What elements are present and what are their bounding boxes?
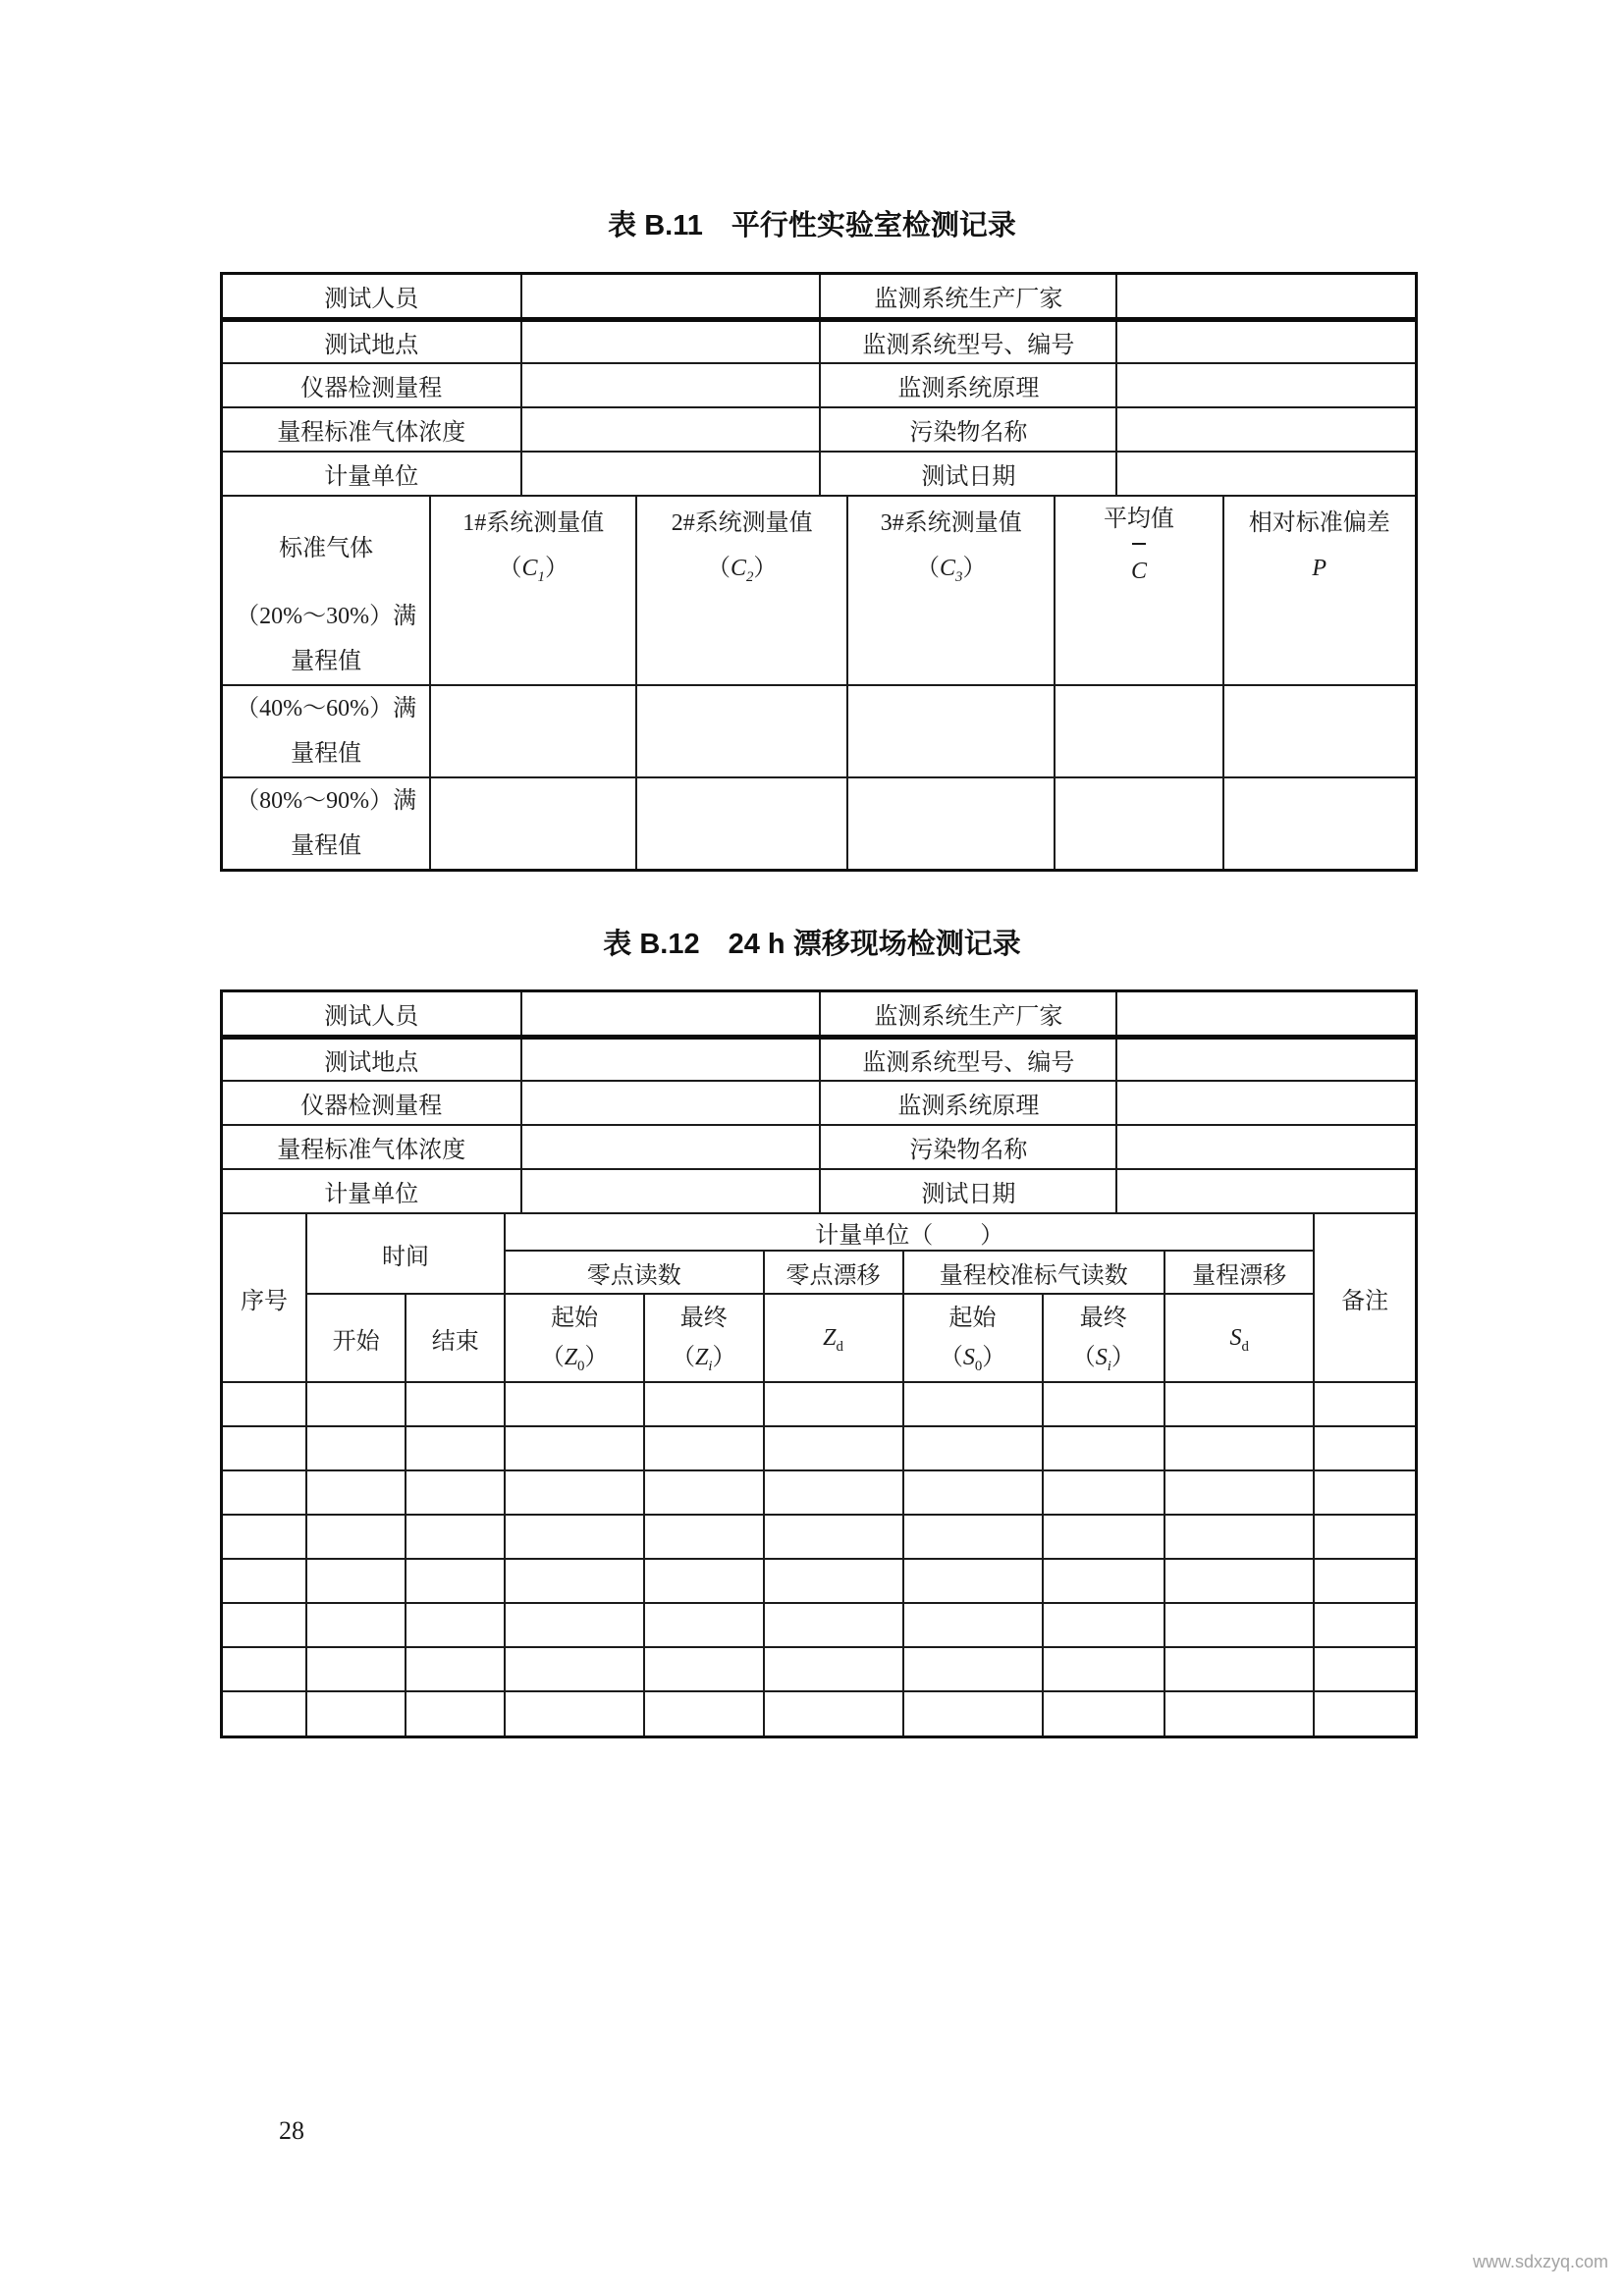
info-value-cell [521, 275, 821, 319]
table-b12-main [223, 1214, 1415, 1735]
empty-cell [430, 777, 636, 869]
info-label-cell: 量程标准气体浓度 [223, 407, 521, 452]
info-value-cell [521, 452, 821, 496]
empty-cell [1164, 1647, 1314, 1691]
page-number: 28 [279, 2116, 304, 2145]
empty-cell [903, 1426, 1043, 1470]
empty-cell [1055, 685, 1222, 777]
info-label-cell: 监测系统型号、编号 [820, 319, 1116, 363]
table-row [223, 1294, 1415, 1382]
empty-cell [306, 1382, 406, 1426]
table-b12-title: 表 B.12 24 h 漂移现场检测记录 [603, 929, 1021, 960]
header-unit: 计量单位（ ） [505, 1214, 1314, 1251]
header-remark: 备注 [1314, 1214, 1415, 1382]
empty-cell [644, 1559, 763, 1603]
empty-cell [644, 1382, 763, 1426]
info-label-cell: 测试人员 [223, 992, 521, 1037]
empty-cell [406, 1559, 505, 1603]
empty-cell [406, 1647, 505, 1691]
table-row [223, 1081, 1415, 1125]
empty-cell [1043, 1559, 1164, 1603]
empty-cell [406, 1603, 505, 1647]
header-span-initial: 起始 $(S_0)$ [903, 1294, 1043, 1382]
info-value-cell [521, 1125, 821, 1169]
info-value-cell [521, 1037, 821, 1081]
header-time-start: 开始 [306, 1294, 406, 1382]
info-label-cell: 污染物名称 [820, 407, 1116, 452]
header-sys3 [847, 497, 1055, 594]
header-seq: 序号 [223, 1214, 306, 1382]
table-row [223, 685, 1415, 777]
header-rsd-label: 相对标准偏差 [1248, 509, 1390, 536]
empty-cell [223, 1470, 306, 1515]
empty-cell [1043, 1691, 1164, 1735]
empty-cell [644, 1647, 763, 1691]
empty-cell [1043, 1515, 1164, 1559]
header-rsd [1223, 497, 1415, 594]
info-label-cell: 仪器检测量程 [223, 1081, 521, 1125]
empty-cell [1314, 1470, 1415, 1515]
table-row [223, 1037, 1415, 1081]
empty-cell [903, 1647, 1043, 1691]
empty-cell [1314, 1515, 1415, 1559]
table-row [223, 1426, 1415, 1470]
info-value-cell [1116, 275, 1415, 319]
table-row [223, 1603, 1415, 1647]
empty-cell [306, 1559, 406, 1603]
empty-cell [1223, 777, 1415, 869]
empty-cell [1164, 1382, 1314, 1426]
table-row [223, 363, 1415, 407]
header-mean [1055, 497, 1222, 594]
header-zero-drift-symbol: $Z_d$ [764, 1294, 903, 1382]
info-value-cell [1116, 1125, 1415, 1169]
empty-cell [406, 1691, 505, 1735]
empty-cell [847, 594, 1055, 685]
info-label-cell: 计量单位 [223, 1169, 521, 1213]
empty-cell [1314, 1691, 1415, 1735]
row-label-cell: （40%～60%）满量程值 [223, 685, 430, 777]
empty-cell [644, 1603, 763, 1647]
info-value-cell [1116, 1169, 1415, 1213]
info-label-cell: 测试日期 [820, 452, 1116, 496]
table-row [223, 1125, 1415, 1169]
header-time-end: 结束 [406, 1294, 505, 1382]
empty-cell [644, 1691, 763, 1735]
info-label-cell: 测试地点 [223, 319, 521, 363]
info-value-cell [1116, 363, 1415, 407]
empty-cell [1164, 1515, 1314, 1559]
empty-cell [223, 1426, 306, 1470]
table-row [223, 594, 1415, 685]
empty-cell [644, 1515, 763, 1559]
table-b11-main [223, 497, 1415, 869]
empty-cell [764, 1515, 903, 1559]
empty-cell [764, 1691, 903, 1735]
table-b11 [220, 272, 1418, 872]
empty-cell [505, 1603, 644, 1647]
row-label-cell: （20%～30%）满量程值 [223, 594, 430, 685]
empty-cell [764, 1647, 903, 1691]
empty-cell [1223, 594, 1415, 685]
info-value-cell [521, 1081, 821, 1125]
empty-cell [306, 1470, 406, 1515]
header-zero-final: 最终 $(Z_i)$ [644, 1294, 763, 1382]
table-row [223, 1515, 1415, 1559]
info-label-cell: 仪器检测量程 [223, 363, 521, 407]
header-mean-label: 平均值 [1103, 507, 1174, 532]
header-sys3-symbol: $(C_3)$ [916, 555, 987, 585]
empty-cell [764, 1382, 903, 1426]
empty-cell [903, 1603, 1043, 1647]
table-row [223, 1169, 1415, 1213]
info-label-cell: 污染物名称 [820, 1125, 1116, 1169]
empty-cell [764, 1426, 903, 1470]
empty-cell [223, 1603, 306, 1647]
header-span-drift-symbol: $S_d$ [1164, 1294, 1314, 1382]
empty-cell [505, 1647, 644, 1691]
empty-cell [1314, 1559, 1415, 1603]
empty-cell [406, 1470, 505, 1515]
info-label-cell: 测试日期 [820, 1169, 1116, 1213]
header-zero-reading: 零点读数 [505, 1251, 763, 1294]
info-value-cell [521, 992, 821, 1037]
info-value-cell [1116, 1037, 1415, 1081]
empty-cell [1043, 1426, 1164, 1470]
header-span-drift: 量程漂移 [1164, 1251, 1314, 1294]
info-label-cell: 量程标准气体浓度 [223, 1125, 521, 1169]
table-row [223, 777, 1415, 869]
empty-cell [764, 1559, 903, 1603]
info-label-cell: 监测系统原理 [820, 363, 1116, 407]
empty-cell [903, 1515, 1043, 1559]
header-sys3-label: 3#系统测量值 [880, 509, 1022, 536]
empty-cell [903, 1691, 1043, 1735]
empty-cell [636, 777, 847, 869]
empty-cell [1314, 1647, 1415, 1691]
watermark: www.sdxzyq.com [1472, 2252, 1608, 2271]
header-sys1-label: 1#系统测量值 [462, 509, 605, 536]
info-value-cell [521, 407, 821, 452]
header-zero-drift: 零点漂移 [764, 1251, 903, 1294]
table-row [223, 1559, 1415, 1603]
empty-cell [1055, 594, 1222, 685]
empty-cell [505, 1559, 644, 1603]
empty-cell [505, 1691, 644, 1735]
info-label-cell: 监测系统型号、编号 [820, 1037, 1116, 1081]
header-sys1 [430, 497, 636, 594]
info-label-cell: 计量单位 [223, 452, 521, 496]
table-b12 [220, 989, 1418, 1738]
empty-cell [1164, 1559, 1314, 1603]
empty-cell [1043, 1470, 1164, 1515]
empty-cell [636, 685, 847, 777]
info-label-cell: 测试地点 [223, 1037, 521, 1081]
empty-cell [406, 1382, 505, 1426]
empty-cell [764, 1603, 903, 1647]
table-row [223, 1470, 1415, 1515]
header-zero-initial: 起始 $(Z_0)$ [505, 1294, 644, 1382]
empty-cell [505, 1515, 644, 1559]
table-row [223, 992, 1415, 1037]
info-value-cell [1116, 407, 1415, 452]
empty-cell [644, 1470, 763, 1515]
header-span-reading: 量程校准标气读数 [903, 1251, 1164, 1294]
header-sys2-symbol: $(C_2)$ [706, 555, 778, 585]
empty-cell [764, 1470, 903, 1515]
empty-cell [306, 1647, 406, 1691]
empty-cell [406, 1515, 505, 1559]
info-value-cell [1116, 1081, 1415, 1125]
info-label-cell: 监测系统原理 [820, 1081, 1116, 1125]
empty-cell [847, 685, 1055, 777]
empty-cell [903, 1559, 1043, 1603]
header-time: 时间 [306, 1214, 505, 1294]
empty-cell [903, 1382, 1043, 1426]
table-row [223, 275, 1415, 319]
info-value-cell [1116, 452, 1415, 496]
info-value-cell [1116, 319, 1415, 363]
empty-cell [1223, 685, 1415, 777]
header-mean-symbol: C [1061, 542, 1216, 594]
empty-cell [1164, 1691, 1314, 1735]
table-row [223, 1214, 1415, 1251]
empty-cell [430, 594, 636, 685]
empty-cell [223, 1382, 306, 1426]
empty-cell [1043, 1603, 1164, 1647]
info-value-cell [1116, 992, 1415, 1037]
empty-cell [406, 1426, 505, 1470]
table-b11-info [223, 275, 1415, 497]
info-value-cell [521, 319, 821, 363]
info-value-cell [521, 363, 821, 407]
empty-cell [1314, 1382, 1415, 1426]
empty-cell [1043, 1382, 1164, 1426]
empty-cell [223, 1647, 306, 1691]
empty-cell [1043, 1647, 1164, 1691]
info-label-cell: 监测系统生产厂家 [820, 992, 1116, 1037]
table-b11-title: 表 B.11 平行性实验室检测记录 [608, 210, 1016, 241]
header-sys2-label: 2#系统测量值 [671, 509, 813, 536]
info-label-cell: 测试人员 [223, 275, 521, 319]
empty-cell [1055, 777, 1222, 869]
empty-cell [306, 1691, 406, 1735]
empty-cell [847, 777, 1055, 869]
table-row [223, 319, 1415, 363]
header-rsd-symbol: P [1312, 555, 1327, 581]
empty-cell [636, 594, 847, 685]
empty-cell [1164, 1470, 1314, 1515]
empty-cell [430, 685, 636, 777]
empty-cell [223, 1515, 306, 1559]
empty-cell [223, 1559, 306, 1603]
empty-cell [223, 1691, 306, 1735]
table-b12-info [223, 992, 1415, 1214]
empty-cell [1164, 1426, 1314, 1470]
table-row [223, 1382, 1415, 1426]
info-label-cell: 监测系统生产厂家 [820, 275, 1116, 319]
info-value-cell [521, 1169, 821, 1213]
header-span-final: 最终 $(S_i)$ [1043, 1294, 1164, 1382]
empty-cell [644, 1426, 763, 1470]
empty-cell [1314, 1426, 1415, 1470]
empty-cell [903, 1470, 1043, 1515]
empty-cell [306, 1426, 406, 1470]
table-row [223, 407, 1415, 452]
table-row [223, 1647, 1415, 1691]
empty-cell [306, 1603, 406, 1647]
header-standard-gas: 标准气体 [223, 497, 430, 594]
header-sys1-symbol: $(C_1)$ [498, 555, 568, 585]
empty-cell [505, 1382, 644, 1426]
empty-cell [1314, 1603, 1415, 1647]
empty-cell [505, 1470, 644, 1515]
row-label-cell: （80%～90%）满量程值 [223, 777, 430, 869]
empty-cell [306, 1515, 406, 1559]
empty-cell [505, 1426, 644, 1470]
table-row [223, 497, 1415, 594]
empty-cell [1164, 1603, 1314, 1647]
table-row [223, 452, 1415, 496]
table-row [223, 1691, 1415, 1735]
header-sys2 [636, 497, 847, 594]
